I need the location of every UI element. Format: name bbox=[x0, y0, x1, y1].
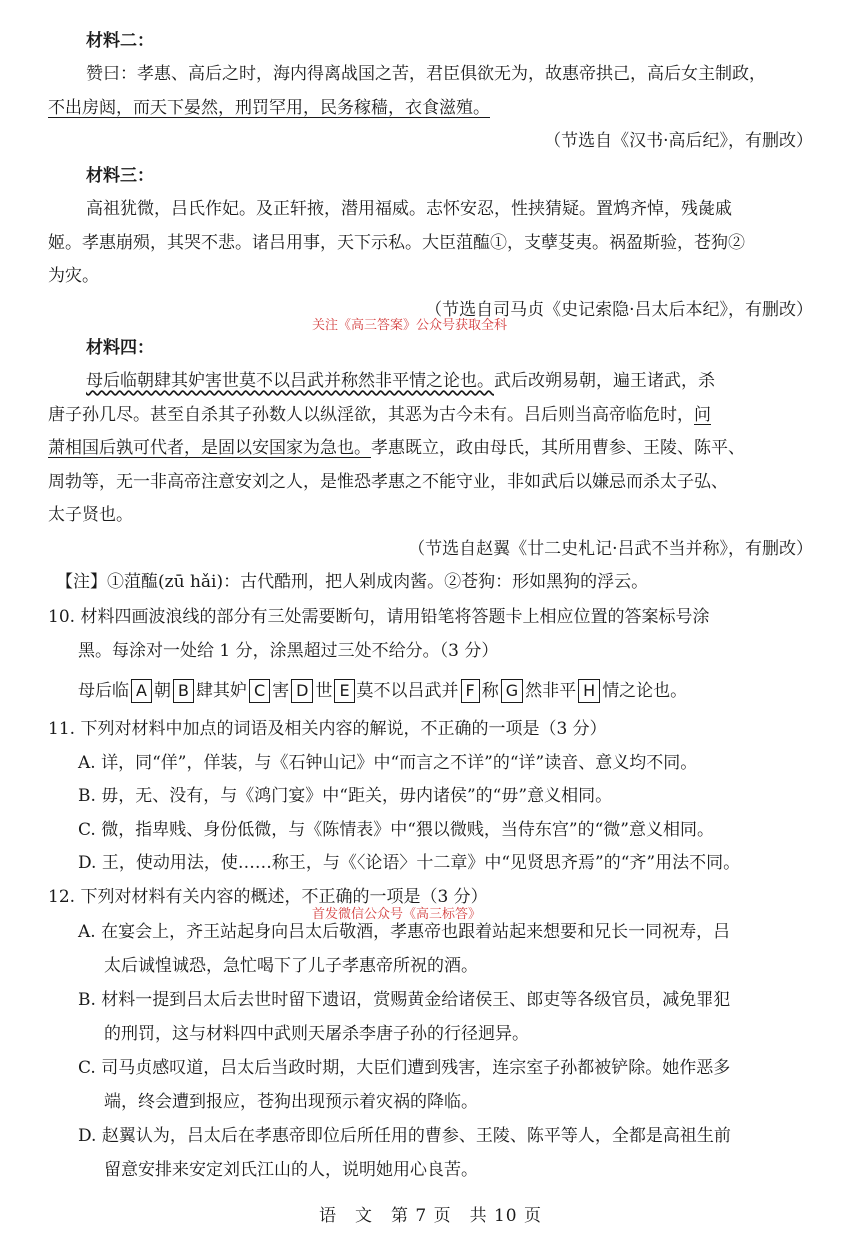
material-3-heading: 材料三： bbox=[86, 166, 154, 186]
material-4-line-5: 太子贤也。 bbox=[48, 505, 133, 525]
q11-option-b[interactable]: B. 毋，无、没有，与《鸿门宴》中“距关，毋内诸侯”的“毋”意义相同。 bbox=[78, 786, 613, 806]
answer-box-c[interactable]: C bbox=[249, 679, 270, 703]
material-4-line-3-underlined: 萧相国后孰可代者，是固以安国家为急也。 bbox=[48, 438, 371, 458]
material-4-line-2 bbox=[48, 402, 813, 428]
watermark-middle: 首发微信公众号《高三标答》 bbox=[312, 907, 482, 922]
q12-option-c[interactable]: C. 司马贞感叹道，吕太后当政时期，大臣们遭到残害，连宗室子孙都被铲除。她作恶多 bbox=[78, 1058, 731, 1078]
q10-breakpoint-sentence bbox=[78, 676, 687, 706]
segment: 莫不以吕武并 bbox=[356, 681, 459, 701]
segment: 害 bbox=[272, 681, 290, 701]
annotation-note: 【注】①菹醢(zū hǎi)：古代酷刑，把人剁成肉酱。②苍狗：形如黑狗的浮云。 bbox=[56, 572, 649, 592]
material-2-heading: 材料二： bbox=[86, 31, 154, 51]
material-4-line-2-underlined: 问 bbox=[694, 405, 711, 425]
q10-line-2: 黑。每涂对一处给 1 分，涂黑超过三处不给分。（3 分） bbox=[78, 641, 499, 661]
material-3-line-1: 高祖犹微，吕氏作妃。及正轩掖，潜用福威。志怀安忍，性挟猜疑。置鸩齐悼，残彘戚 bbox=[86, 199, 732, 219]
material-3-line-2: 姬。孝惠崩殒，其哭不悲。诸吕用事，天下示私。大臣菹醢①，支孽芟夷。祸盈斯验，苍狗② bbox=[48, 233, 745, 253]
material-4-line-3 bbox=[48, 435, 813, 461]
q12-option-d-cont: 留意安排来安定刘氏江山的人，说明她用心良苦。 bbox=[104, 1160, 478, 1180]
material-4-line-1-rest: 武后改朔易朝，遍王诸武，杀 bbox=[494, 371, 715, 391]
q11-stem: 11. 下列对材料中加点的词语及相关内容的解说，不正确的一项是（3 分） bbox=[48, 719, 607, 739]
segment: 称 bbox=[481, 681, 499, 701]
answer-box-h[interactable]: H bbox=[578, 679, 600, 703]
segment: 肆其妒 bbox=[195, 681, 247, 701]
material-4-line-1 bbox=[86, 368, 813, 394]
material-2-line-2 bbox=[48, 95, 813, 121]
q11-option-d[interactable]: D. 王，使动用法，使……称王，与《〈论语〉十二章》中“见贤思齐焉”的“齐”用法不同。 bbox=[78, 853, 741, 873]
q12-option-b[interactable]: B. 材料一提到吕太后去世时留下遗诏，赏赐黄金给诸侯王、郎吏等各级官员，减免罪犯 bbox=[78, 990, 731, 1010]
answer-box-b[interactable]: B bbox=[173, 679, 194, 703]
segment: 世 bbox=[315, 681, 333, 701]
material-4-line-2-text: 唐子孙几尽。甚至自杀其子孙数人以纵淫欲，其恶为古今未有。吕后则当高帝临危时， bbox=[48, 405, 694, 425]
q11-option-a[interactable]: A. 详，同“佯”，佯装，与《石钟山记》中“而言之不详”的“详”读音、意义均不同。 bbox=[78, 753, 698, 773]
material-3-source: （节选自司马贞《史记索隐·吕太后本纪》，有删改） bbox=[425, 300, 813, 320]
segment: 然非平 bbox=[525, 681, 577, 701]
material-4-heading: 材料四： bbox=[86, 338, 154, 358]
q12-option-b-cont: 的刑罚，这与材料四中武则天屠杀李唐子孙的行径迥异。 bbox=[104, 1024, 529, 1044]
answer-box-a[interactable]: A bbox=[131, 679, 152, 703]
material-4-line-4: 周勃等，无一非高帝注意安刘之人，是惟恐孝惠之不能守业，非如武后以嫌忌而杀太子弘、 bbox=[48, 472, 728, 492]
material-2-line-1: 赞曰：孝惠、高后之时，海内得离战国之苦，君臣俱欲无为，故惠帝拱己，高后女主制政， bbox=[86, 64, 766, 84]
watermark-top: 关注《高三答案》公众号获取全科 bbox=[312, 318, 508, 333]
material-3-line-3: 为灾。 bbox=[48, 266, 99, 286]
material-2-source: （节选自《汉书·高后纪》，有删改） bbox=[544, 131, 813, 151]
answer-box-e[interactable]: E bbox=[334, 679, 354, 703]
answer-box-g[interactable]: G bbox=[501, 679, 523, 703]
material-4-source: （节选自赵翼《廿二史札记·吕武不当并称》，有删改） bbox=[408, 539, 813, 559]
material-2-underlined: 不出房闼，而天下晏然，刑罚罕用，民务稼穑，衣食滋殖。 bbox=[48, 98, 490, 118]
q12-option-a[interactable]: A. 在宴会上，齐王站起身向吕太后敬酒，孝惠帝也跟着站起来想要和兄长一同祝寿，吕 bbox=[78, 922, 731, 942]
segment: 朝 bbox=[153, 681, 171, 701]
q12-option-d[interactable]: D. 赵翼认为，吕太后在孝惠帝即位后所任用的曹参、王陵、陈平等人，全都是高祖生前 bbox=[78, 1126, 731, 1146]
material-4-line-3-rest: 孝惠既立，政由母氏，其所用曹参、王陵、陈平、 bbox=[371, 438, 745, 458]
wavy-underlined-passage: 母后临朝肆其妒害世莫不以吕武并称然非平情之论也。 bbox=[86, 371, 494, 391]
q12-option-c-cont: 端，终会遭到报应，苍狗出现预示着灾祸的降临。 bbox=[104, 1092, 478, 1112]
q10-line-1: 10. 材料四画波浪线的部分有三处需要断句，请用铅笔将答题卡上相应位置的答案标号涂 bbox=[48, 607, 710, 627]
segment: 情之论也。 bbox=[602, 681, 688, 701]
q12-option-a-cont: 太后诚惶诚恐，急忙喝下了儿子孝惠帝所祝的酒。 bbox=[104, 956, 478, 976]
answer-box-f[interactable]: F bbox=[461, 679, 480, 703]
answer-box-d[interactable]: D bbox=[291, 679, 313, 703]
page-footer: 语 文 第 7 页 共 10 页 bbox=[318, 1206, 543, 1226]
q12-stem: 12. 下列对材料有关内容的概述，不正确的一项是（3 分） bbox=[48, 887, 488, 907]
q11-option-c[interactable]: C. 微，指卑贱、身份低微，与《陈情表》中“猥以微贱，当侍东宫”的“微”意义相同。 bbox=[78, 820, 714, 840]
segment: 母后临 bbox=[78, 681, 129, 701]
